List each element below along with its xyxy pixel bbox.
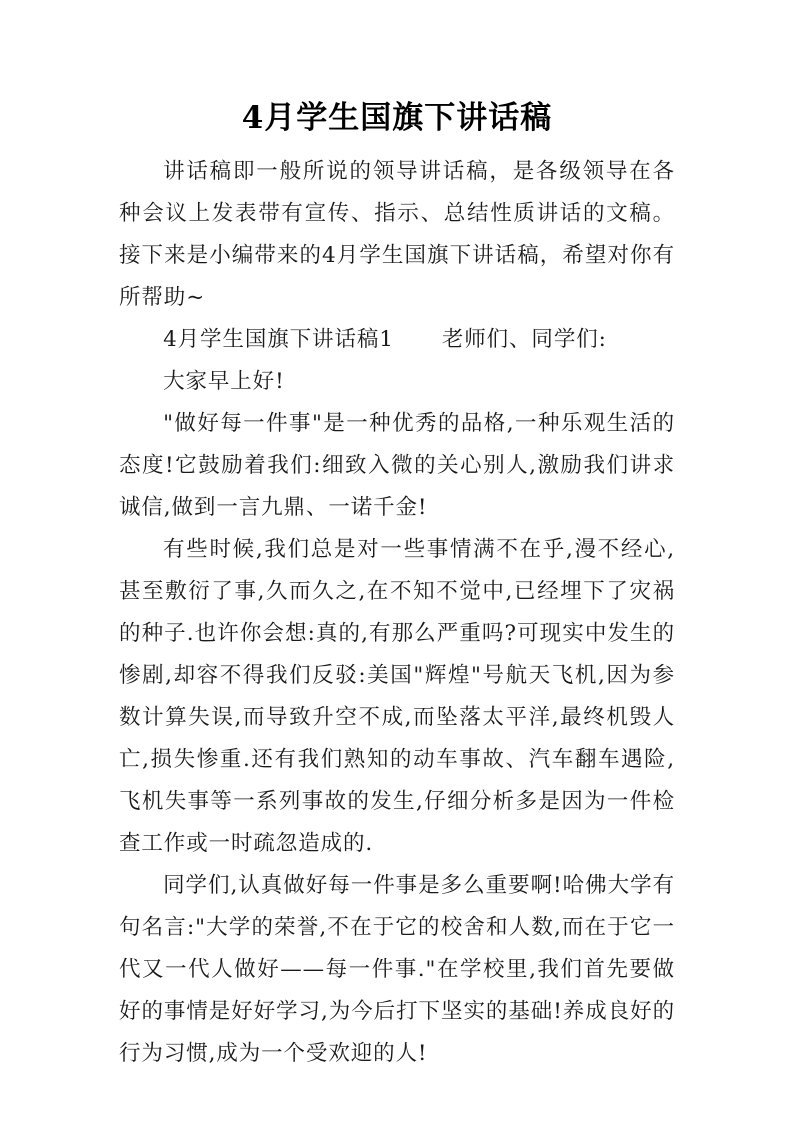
salutation: 老师们、同学们: bbox=[441, 327, 607, 352]
document-title: 4月学生国旗下讲话稿 bbox=[241, 100, 553, 136]
body-paragraph-2: 有些时候,我们总是对一些事情满不在乎,漫不经心,甚至敷衍了事,久而久之,在不知不觉中,已经埋下了灾祸的种子.也许你会想:真的,有那么严重吗?可现实中发生的惨剧,却容不得我们反驳:美国"辉煌"号航天飞机,因为参数计算失误,而导致升空不成,而坠落太平洋,最终机毁人亡,损失惨重.还有我们熟知的动车事故、汽车翻车遇险,飞机失事等一系列事故的发生,仔细分析多是因为一件检查工作或一时疏忽造成的. bbox=[119, 537, 675, 856]
body-paragraph-3: 同学们,认真做好每一件事是多么重要啊!哈佛大学有句名言:"大学的荣誉,不在于它的校舍和人数,而在于它一代又一代人做好——每一件事."在学校里,我们首先要做好的事情是好好学习,为今后打下坚实的基础!养成良好的行为习惯,成为一个受欢迎的人! bbox=[119, 873, 675, 1066]
document-body bbox=[119, 151, 675, 1075]
section-heading-label: 4月学生国旗下讲话稿1 bbox=[163, 327, 394, 352]
section-heading-line bbox=[119, 319, 675, 361]
intro-paragraph: 讲话稿即一般所说的领导讲话稿，是各级领导在各种会议上发表带有宣传、指示、总结性质讲话的文稿。接下来是小编带来的4月学生国旗下讲话稿，希望对你有所帮助~ bbox=[119, 159, 675, 310]
body-paragraph-1: "做好每一件事"是一种优秀的品格,一种乐观生活的态度!它鼓励着我们:细致入微的关心别人,激励我们讲求诚信,做到一言九鼎、一诺千金! bbox=[119, 411, 675, 520]
greeting-paragraph: 大家早上好! bbox=[163, 369, 285, 394]
